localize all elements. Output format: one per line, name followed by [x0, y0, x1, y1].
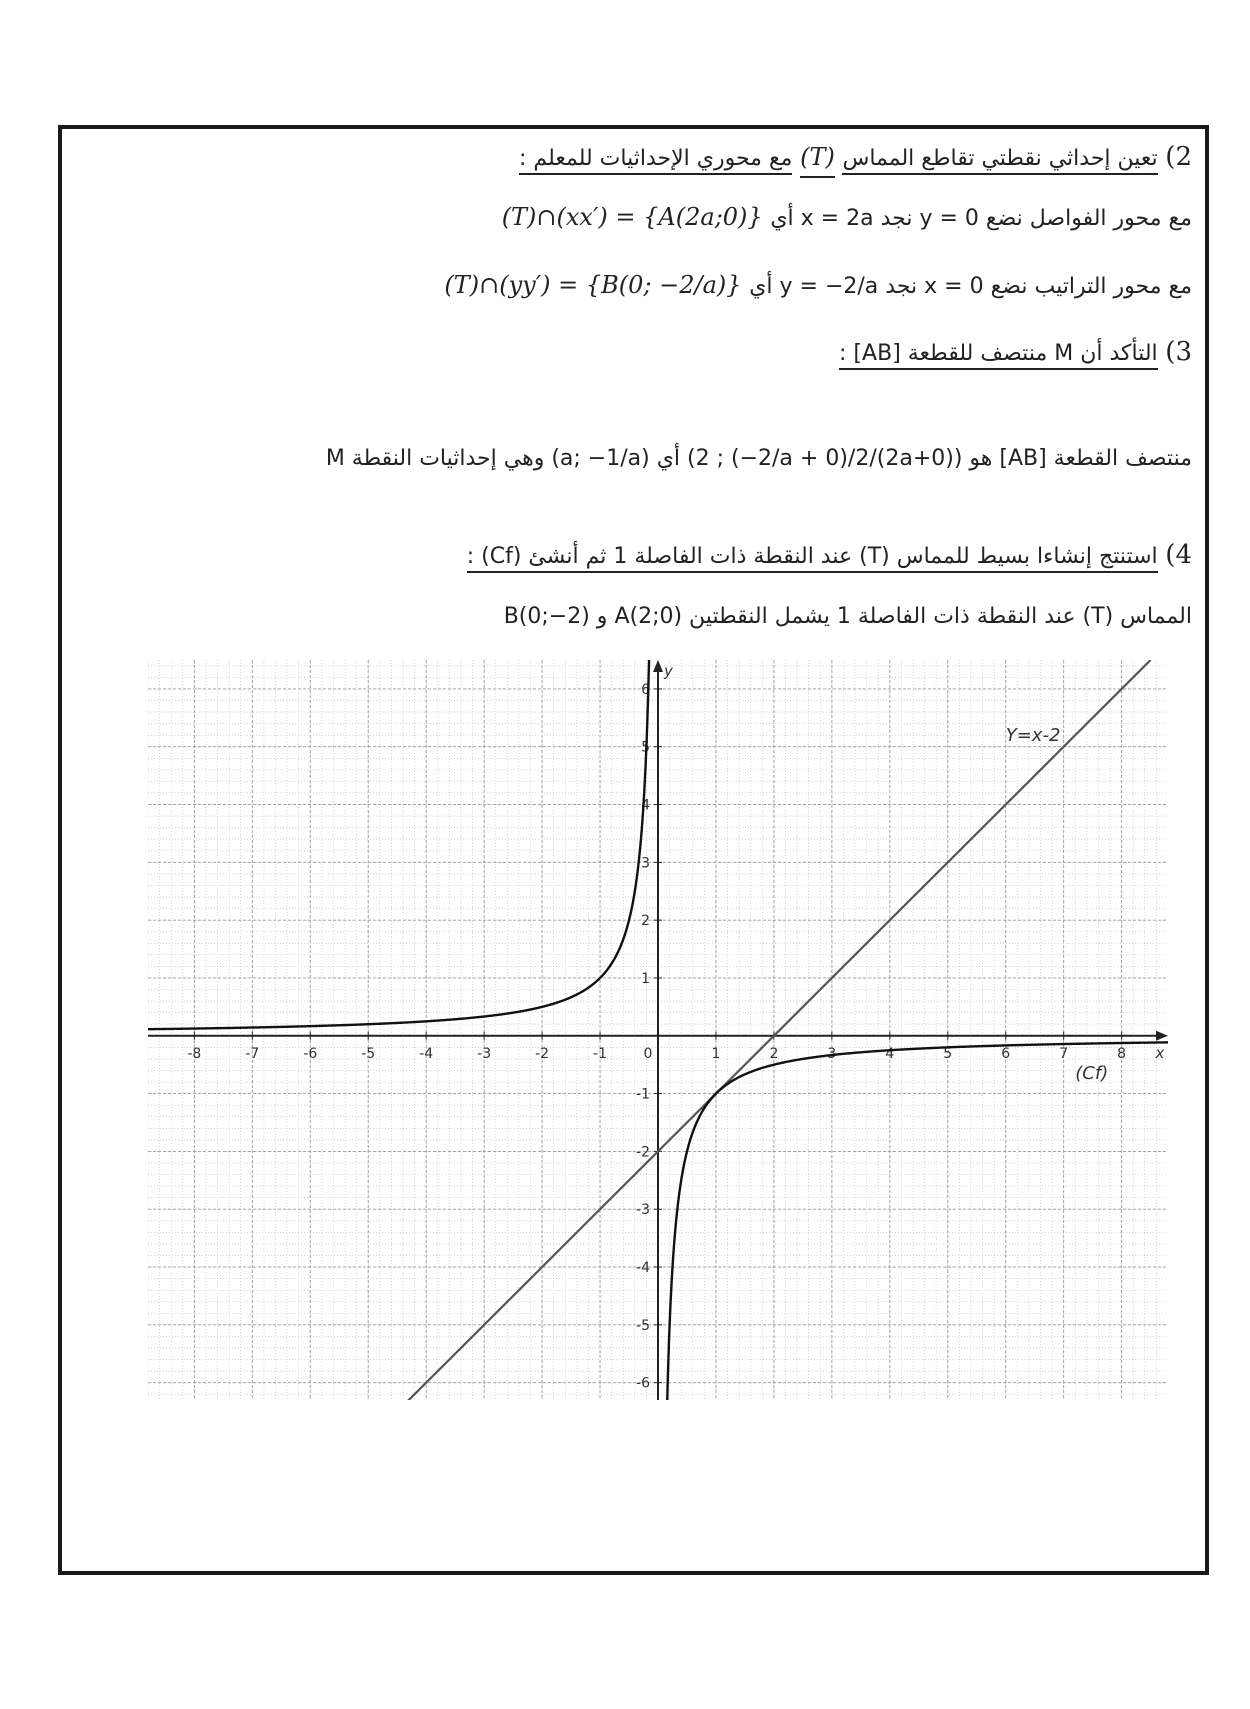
- section4-line: [504, 598, 1192, 634]
- y-tick-label: -6: [636, 1375, 650, 1392]
- section2-title: تعين إحداثي نقطتي تقاطع المماس: [842, 146, 1157, 175]
- section4-title: استنتج إنشاءا بسيط للمماس (T) عند النقطة ذات الفاصلة 1 ثم أنشئ (Cf) :: [467, 544, 1158, 573]
- x-tick-label: 3: [827, 1045, 837, 1062]
- y-tick-label: 3: [641, 855, 650, 872]
- x-tick-label: 6: [1001, 1045, 1011, 1062]
- section2-line2: [444, 268, 1192, 304]
- tangent-line-label: Y=x-2: [1005, 724, 1061, 746]
- x-tick-label: -6: [303, 1045, 318, 1062]
- section3-line-text: منتصف القطعة [AB] هو ((0+2a)/2 ; (−2/a + 0)/2) أي (a; −1/a) وهي إحداثيات النقطة M: [325, 446, 1192, 471]
- y-tick-label: 2: [641, 913, 650, 930]
- function-graph: [148, 660, 1168, 1400]
- x-tick-label: -2: [535, 1045, 550, 1062]
- section2-title-T: (T): [800, 140, 835, 178]
- y-tick-label: 1: [641, 970, 650, 987]
- x-tick-label: 0: [643, 1045, 653, 1062]
- section2-heading: [519, 140, 1192, 178]
- x-tick-label: 5: [943, 1045, 953, 1062]
- y-tick-label: -1: [636, 1086, 650, 1103]
- y-tick-label: 6: [641, 681, 650, 698]
- curve-label: (Cf): [1075, 1063, 1109, 1085]
- curve-right-branch: [667, 1042, 1168, 1400]
- curve-left-branch: [148, 660, 649, 1029]
- section3-heading: [839, 335, 1192, 371]
- x-tick-label: 2: [769, 1045, 779, 1062]
- x-tick-label: 1: [711, 1045, 721, 1062]
- section4-number: 4): [1165, 540, 1192, 570]
- section2-number: 2): [1165, 142, 1192, 172]
- section2-line2-text: مع محور التراتيب نضع x = 0 نجد y = −2/a أي: [749, 274, 1192, 299]
- x-tick-label: 8: [1117, 1045, 1127, 1062]
- y-tick-label: -3: [636, 1202, 650, 1219]
- x-tick-label: -5: [361, 1045, 376, 1062]
- y-tick-label: -4: [636, 1260, 650, 1277]
- x-tick-label: 7: [1059, 1045, 1069, 1062]
- y-tick-label: 4: [641, 797, 650, 814]
- section2-title-rest: مع محوري الإحداثيات للمعلم :: [519, 146, 792, 175]
- section4-heading: [467, 538, 1192, 574]
- x-tick-label: -4: [419, 1045, 434, 1062]
- section2-line1-math: (T)∩(xx′) = {A(2a;0)}: [501, 203, 763, 231]
- x-axis-arrow: [1156, 1031, 1168, 1041]
- section3-line: [326, 440, 1192, 476]
- graph-svg: [148, 660, 1168, 1400]
- section3-title: التأكد أن M منتصف للقطعة [AB] :: [839, 341, 1158, 370]
- section2-line1-text: مع محور الفواصل نضع y = 0 نجد x = 2a أي: [770, 206, 1192, 231]
- x-axis-label: x: [1155, 1043, 1165, 1062]
- section3-number: 3): [1165, 337, 1192, 367]
- x-tick-label: 4: [885, 1045, 895, 1062]
- x-tick-label: -7: [245, 1045, 260, 1062]
- section4-line-text: المماس (T) عند النقطة ذات الفاصلة 1 يشمل النقطتين A(2;0) و B(0;−2): [503, 604, 1192, 629]
- section2-line1: [502, 200, 1192, 236]
- x-tick-label: -1: [593, 1045, 608, 1062]
- section2-line2-math: (T)∩(yy′) = {B(0; −2/a)}: [444, 271, 742, 299]
- y-tick-label: 5: [641, 739, 650, 756]
- x-tick-label: -3: [477, 1045, 492, 1062]
- y-axis-label: y: [664, 662, 673, 680]
- y-tick-label: -2: [636, 1144, 650, 1161]
- x-tick-label: -8: [187, 1045, 202, 1062]
- y-tick-label: -5: [636, 1317, 650, 1334]
